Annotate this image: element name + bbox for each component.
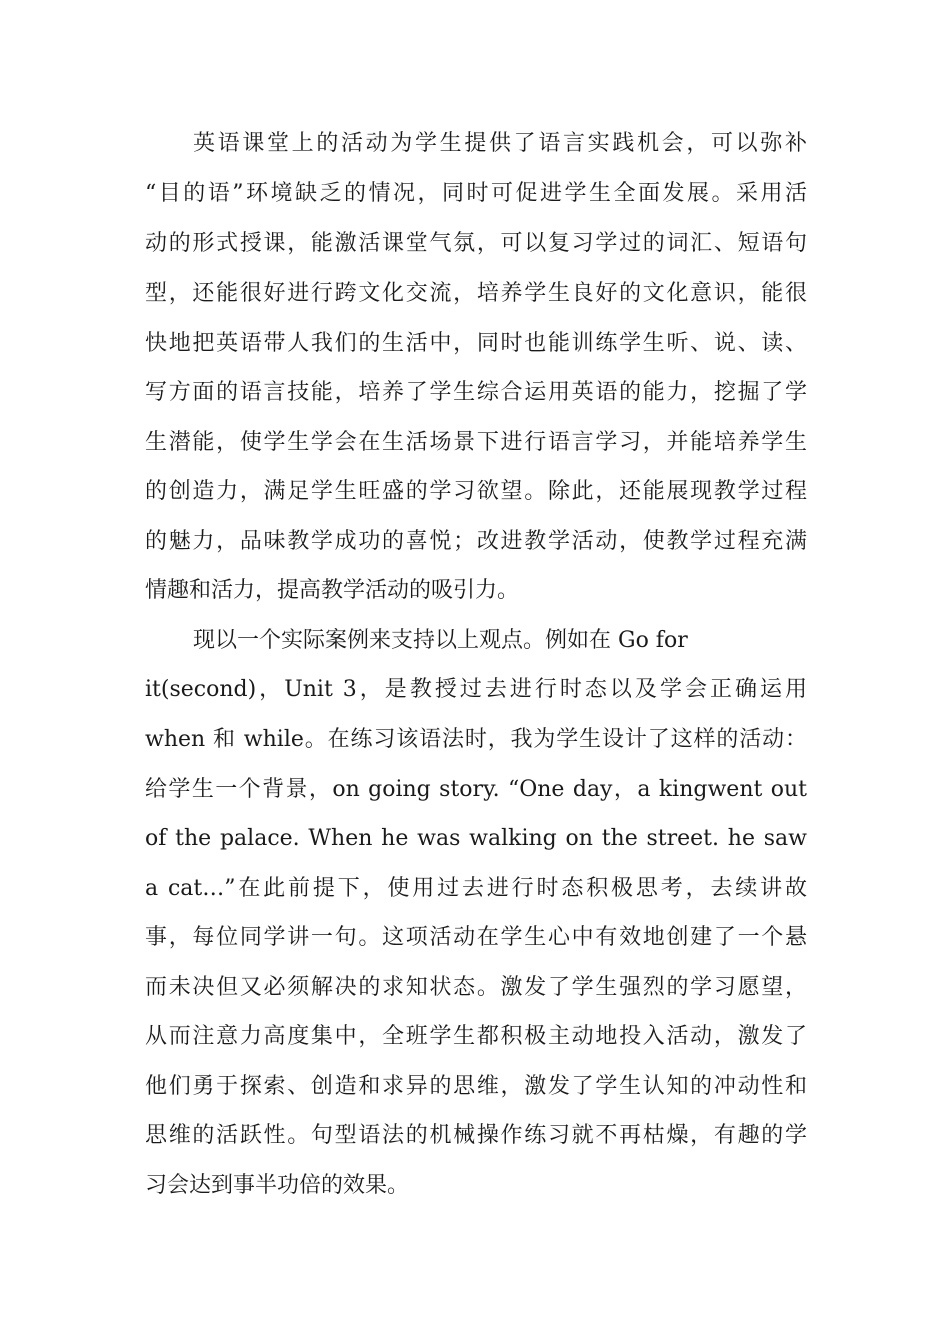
text-line: 给学生一个背景，on going story. “One day，a kingwent out — [145, 777, 807, 802]
text-line: a cat…”在此前提下，使用过去进行时态积极思考，去续讲故 — [145, 876, 807, 901]
text-line: 写方面的语言技能，培养了学生综合运用英语的能力，挖掘了学 — [145, 380, 807, 405]
text-line: 而未决但又必须解决的求知状态。激发了学生强烈的学习愿望， — [145, 975, 807, 1000]
text-line: 的魅力，品味教学成功的喜悦；改进教学活动，使教学过程充满 — [145, 529, 807, 554]
text-line: 型，还能很好进行跨文化交流，培养学生良好的文化意识，能很 — [145, 281, 807, 306]
text-line: it(second)，Unit 3，是教授过去进行时态以及学会正确运用 — [145, 677, 807, 702]
text-line: when 和 while。在练习该语法时，我为学生设计了这样的活动： — [145, 727, 807, 752]
text-line: 的创造力，满足学生旺盛的学习欲望。除此，还能展现教学过程 — [145, 479, 807, 504]
text-line: “目的语”环境缺乏的情况，同时可促进学生全面发展。采用活 — [145, 181, 807, 206]
text-line: 思维的活跃性。句型语法的机械操作练习就不再枯燥，有趣的学 — [145, 1123, 807, 1148]
text-line: 生潜能，使学生学会在生活场景下进行语言学习，并能培养学生 — [145, 430, 807, 455]
text-line: 动的形式授课，能激活课堂气氛，可以复习学过的词汇、短语句 — [145, 231, 807, 256]
text-line: 英语课堂上的活动为学生提供了语言实践机会，可以弥补 — [193, 131, 807, 156]
text-line: 现以一个实际案例来支持以上观点。例如在 Go for — [193, 628, 688, 653]
text-line: 事，每位同学讲一句。这项活动在学生心中有效地创建了一个悬 — [145, 925, 807, 950]
text-line: 情趣和活力，提高教学活动的吸引力。 — [145, 578, 520, 603]
text-line: 他们勇于探索、创造和求异的思维，激发了学生认知的冲动性和 — [145, 1074, 807, 1099]
text-line: 从而注意力高度集中，全班学生都积极主动地投入活动，激发了 — [145, 1024, 807, 1049]
text-line: 快地把英语带人我们的生活中，同时也能训练学生听、说、读、 — [145, 331, 807, 356]
text-line: 习会达到事半功倍的效果。 — [145, 1173, 410, 1198]
text-line: of the palace. When he was walking on the street. he saw — [145, 826, 807, 851]
